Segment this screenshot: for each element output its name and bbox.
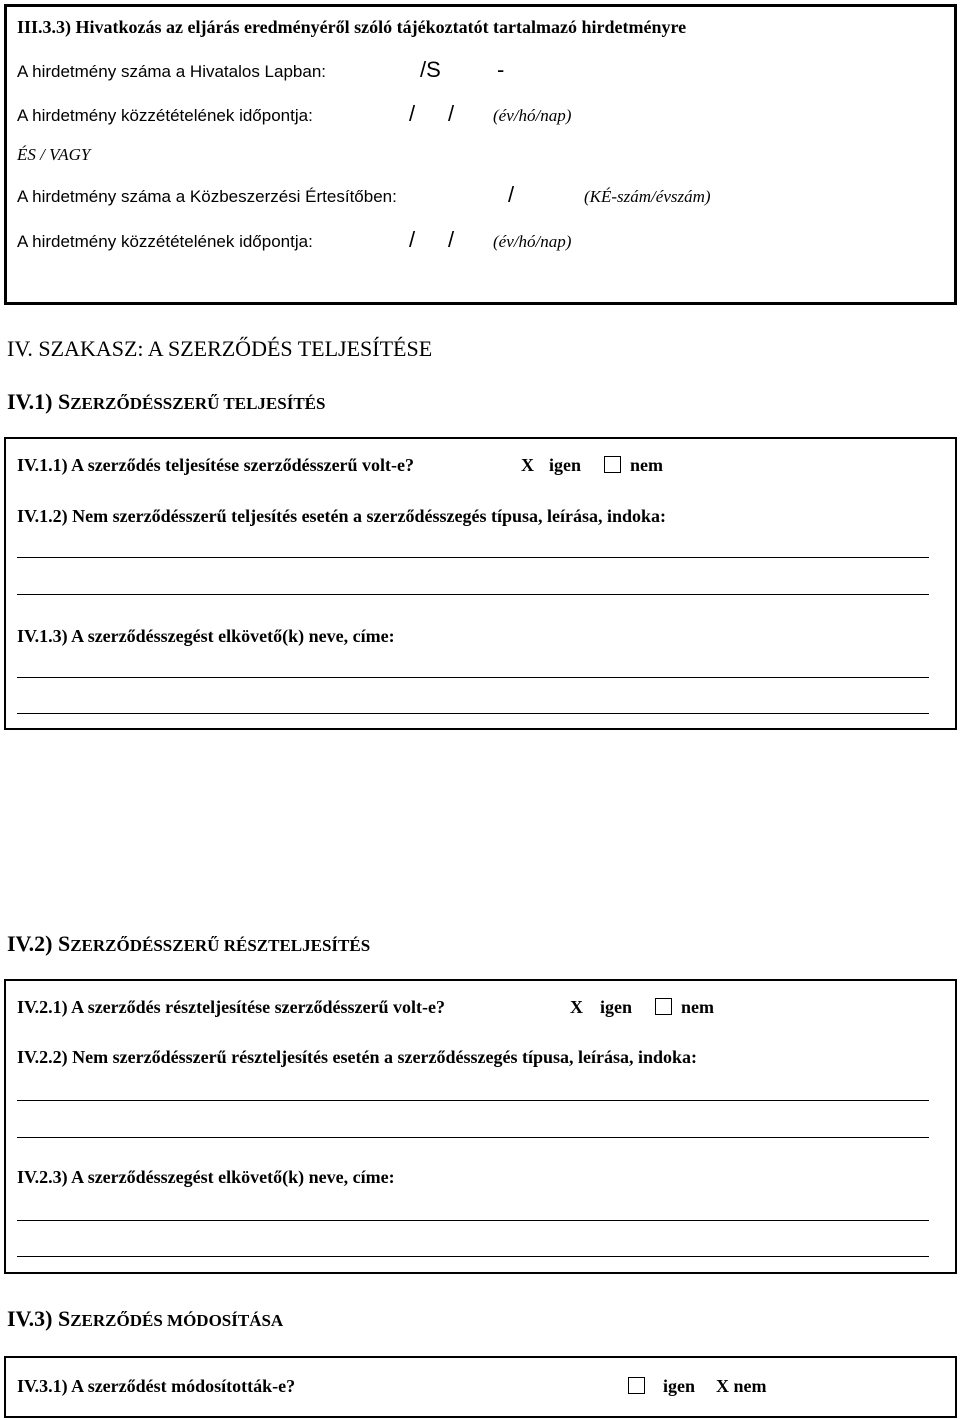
iv-2-2-answer-line-1[interactable] [17, 1100, 929, 1101]
ke-date-format-hint: (év/hó/nap) [493, 232, 572, 251]
iv-2-1-nem-checkbox[interactable] [655, 998, 672, 1015]
official-journal-s-marker: /S [420, 57, 441, 82]
ke-slash: / [508, 182, 515, 207]
question-iv-1-2: IV.1.2) Nem szerződésszerű teljesítés esetén a szerződésszegés típusa, leírása, indoka: [17, 506, 667, 526]
question-iv-2-2: IV.2.2) Nem szerződésszerű részteljesítés esetén a szerződésszegés típusa, leírása, indoka: [17, 1047, 698, 1067]
iv-3-1-x-nem-label: X nem [716, 1376, 767, 1396]
question-iv-1-3: IV.1.3) A szerződésszegést elkövető(k) neve, címe: [17, 626, 395, 646]
ke-format-hint: (KÉ-szám/évszám) [584, 187, 711, 206]
question-iv-3-1: IV.3.1) A szerződést módosították-e? [17, 1376, 296, 1396]
iv-1-2-answer-line-2[interactable] [17, 594, 929, 595]
iv-2-1-x-mark: X [570, 997, 583, 1017]
ke-number-label: A hirdetmény száma a Közbeszerzési Értesítőben: [17, 187, 397, 206]
and-or-label: ÉS / VAGY [17, 145, 91, 164]
iv-2-1-nem-label: nem [681, 997, 714, 1017]
section-iv-2-box [4, 979, 957, 1274]
section-iv-title: IV. SZAKASZ: A SZERZŐDÉS TELJESÍTÉSE [7, 336, 433, 361]
notice-reference-box [4, 4, 957, 305]
iv-1-2-answer-line-1[interactable] [17, 557, 929, 558]
iv-1-3-answer-line-2[interactable] [17, 713, 929, 714]
ke-publication-date-label: A hirdetmény közzétételének időpontja: [17, 232, 313, 251]
ke-date-slash-2: / [448, 227, 455, 252]
publication-date-label: A hirdetmény közzétételének időpontja: [17, 106, 313, 125]
section-iv-3-title: IV.3) SZERZŐDÉS MÓDOSÍTÁSA [7, 1306, 284, 1331]
iv-2-1-igen-label: igen [600, 997, 633, 1017]
iv-1-1-igen-label: igen [549, 455, 582, 475]
section-iv-1-title: IV.1) SZERZŐDÉSSZERŰ TELJESÍTÉS [7, 389, 326, 414]
iv-1-1-x-mark: X [521, 455, 534, 475]
iv-2-3-answer-line-2[interactable] [17, 1256, 929, 1257]
date-slash-1: / [409, 101, 416, 126]
official-journal-dash: - [497, 57, 505, 82]
date-slash-2: / [448, 101, 455, 126]
ke-date-slash-1: / [409, 227, 416, 252]
section-iv-1-box [4, 437, 957, 730]
iv-2-3-answer-line-1[interactable] [17, 1220, 929, 1221]
official-journal-number-label: A hirdetmény száma a Hivatalos Lapban: [17, 62, 327, 81]
iv-1-1-nem-checkbox[interactable] [604, 456, 621, 473]
section-heading-iii-3-3: III.3.3) Hivatkozás az eljárás eredményéről szóló tájékoztatót tartalmazó hirdetményre [17, 17, 687, 37]
question-iv-2-1: IV.2.1) A szerződés részteljesítése szerződésszerű volt-e? [17, 997, 446, 1017]
iv-3-1-igen-checkbox[interactable] [628, 1377, 645, 1394]
iv-2-2-answer-line-2[interactable] [17, 1137, 929, 1138]
iv-1-1-nem-label: nem [630, 455, 663, 475]
question-iv-1-1: IV.1.1) A szerződés teljesítése szerződésszerű volt-e? [17, 455, 415, 475]
section-iv-2-title: IV.2) SZERZŐDÉSSZERŰ RÉSZTELJESÍTÉS [7, 931, 371, 956]
question-iv-2-3: IV.2.3) A szerződésszegést elkövető(k) neve, címe: [17, 1167, 395, 1187]
iv-3-1-igen-label: igen [663, 1376, 696, 1396]
date-format-hint: (év/hó/nap) [493, 106, 572, 125]
iv-1-3-answer-line-1[interactable] [17, 677, 929, 678]
